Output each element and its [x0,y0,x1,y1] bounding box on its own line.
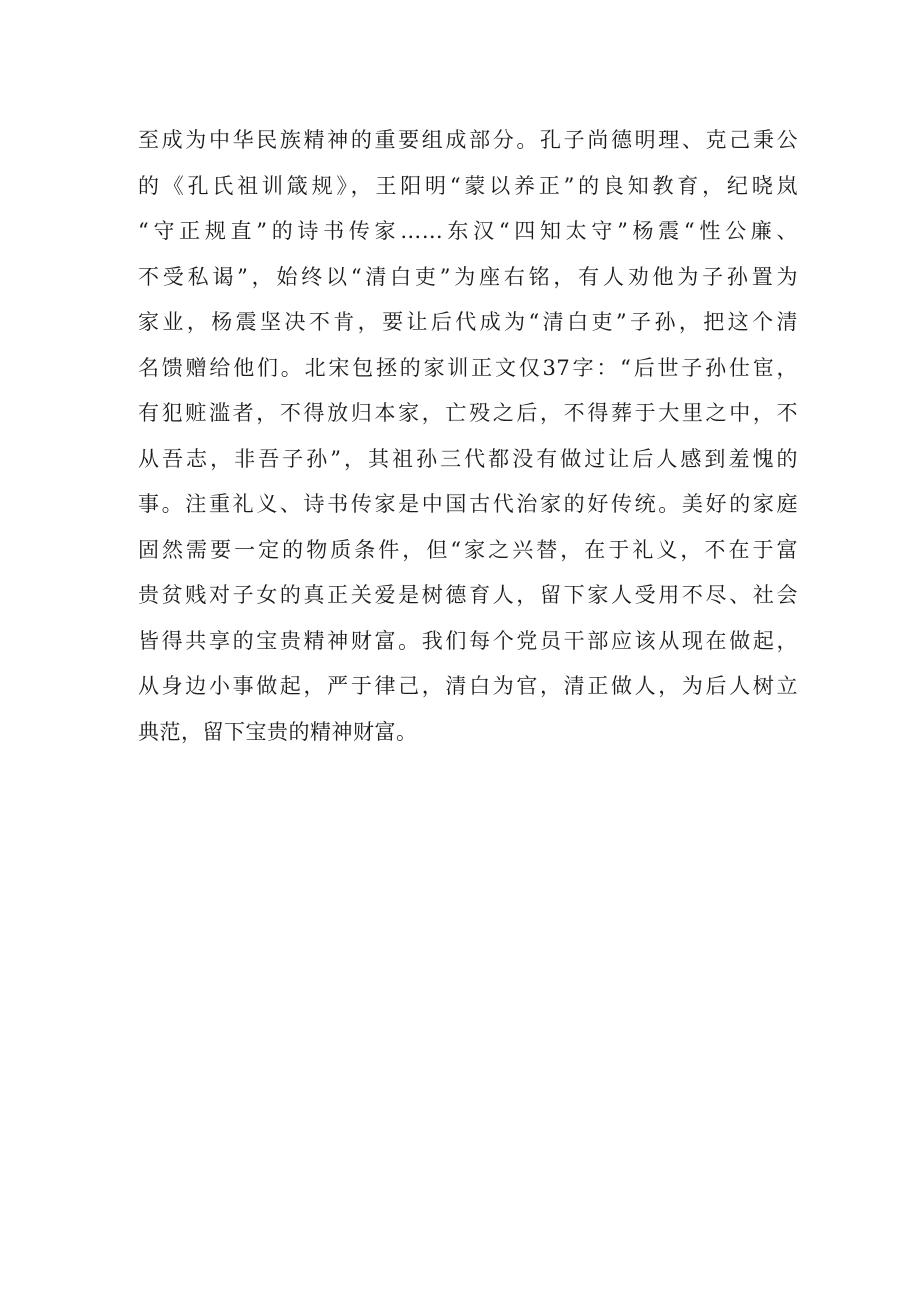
paragraph-line-1: 至成为中华民族精神的重要组成部分。孔子尚德明理、克己秉公 [138,128,798,152]
paragraph-line-4: 不受私谒”，始终以“清白吏”为座右铭，有人劝他为子孙置为 [138,264,798,289]
paragraph-line-12: 皆得共享的宝贵精神财富。我们每个党员干部应该从现在做起， [138,628,798,653]
paragraph-line-9: 事。注重礼义、诗书传家是中国古代治家的好传统。美好的家庭 [138,492,798,516]
paragraph-line-11: 贵贫贱对子女的真正关爱是树德育人，留下家人受用不尽、社会 [138,583,798,607]
paragraph-line-6: 名馈赠给他们。北宋包拯的家训正文仅37字：“后世子孙仕宦， [138,355,798,380]
paragraph-line-14: 典范，留下宝贵的精神财富。 [138,719,418,744]
paragraph-line-5: 家业，杨震坚决不肯，要让后代成为“清白吏”子孙，把这个清 [138,310,798,334]
paragraph-line-2: 的《孔氏祖训箴规》，王阳明“蒙以养正”的良知教育，纪晓岚 [138,173,798,198]
paragraph-line-3: “守正规直”的诗书传家……东汉“四知太守”杨震“性公廉、 [138,219,798,243]
paragraph-line-10: 固然需要一定的物质条件，但“家之兴替，在于礼义，不在于富 [138,537,798,562]
paragraph-line-7: 有犯赃滥者，不得放归本家，亡殁之后，不得葬于大里之中，不 [138,401,798,425]
paragraph-line-8: 从吾志，非吾子孙”，其祖孙三代都没有做过让后人感到羞愧的 [138,446,798,471]
body-paragraph [138,118,798,755]
paragraph-line-13: 从身边小事做起，严于律己，清白为官，清正做人，为后人树立 [138,674,798,698]
